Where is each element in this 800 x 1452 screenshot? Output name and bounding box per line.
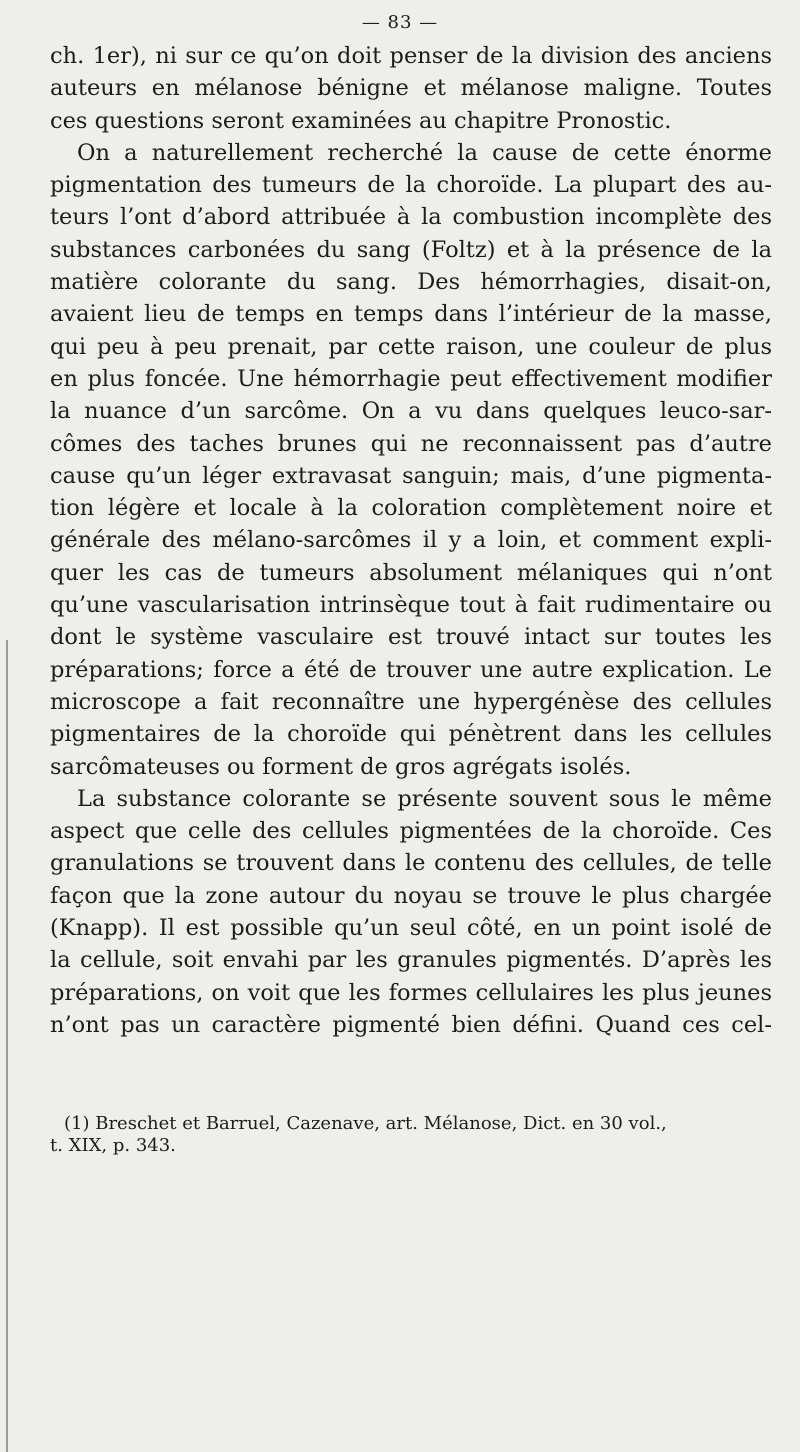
footnote-line: t. XIX, p. 343.	[50, 1135, 176, 1156]
text-line: façon que la zone autour du noyau se trouve le plus chargée	[50, 882, 772, 909]
text-line: générale des mélano-sarcômes il y a loin, et comment expli-	[50, 527, 772, 554]
text-line: microscope a fait reconnaître une hypergénèse des cellules	[50, 688, 772, 715]
text-line: substances carbonées du sang (Foltz) et à la présence de la	[50, 236, 772, 263]
text-line: quer les cas de tumeurs absolument mélaniques qui n’ont	[50, 559, 772, 586]
text-line: ch. 1er), ni sur ce qu’on doit penser de la division des anciens	[50, 43, 772, 69]
text-line: la cellule, soit envahi par les granules pigmentés. D’après les	[50, 947, 772, 974]
footnote-line: (1) Breschet et Barruel, Cazenave, art. Mélanose, Dict. en 30 vol.,	[64, 1113, 667, 1134]
text-line: n’ont pas un caractère pigmenté bien défini. Quand ces cel-	[50, 1011, 772, 1038]
text-line: cause qu’un léger extravasat sanguin; mais, d’une pigmenta-	[50, 462, 772, 489]
margin-scan-line	[6, 640, 8, 1452]
text-line: sarcômateuses ou forment de gros agrégats isolés.	[50, 753, 632, 780]
text-line: avaient lieu de temps en temps dans l’intérieur de la masse,	[50, 301, 772, 328]
text-line: auteurs en mélanose bénigne et mélanose maligne. Toutes	[50, 75, 772, 102]
text-line: aspect que celle des cellules pigmentées de la choroïde. Ces	[50, 818, 772, 845]
text-line: en plus foncée. Une hémorrhagie peut effectivement modifier	[50, 365, 772, 392]
text-line: matière colorante du sang. Des hémorrhagies, disait-on,	[50, 269, 772, 296]
text-line: On a naturellement recherché la cause de cette énorme	[77, 139, 772, 166]
text-line: préparations; force a été de trouver une autre explication. Le	[50, 656, 772, 683]
text-line: la nuance d’un sarcôme. On a vu dans quelques leuco-sar-	[50, 398, 772, 425]
text-line: (Knapp). Il est possible qu’un seul côté, en un point isolé de	[50, 915, 772, 942]
text-line: teurs l’ont d’abord attribuée à la combustion incomplète des	[50, 204, 772, 231]
text-line: qu’une vascularisation intrinsèque tout à fait rudimentaire ou	[50, 592, 772, 619]
text-line: cômes des taches brunes qui ne reconnaissent pas d’autre	[50, 430, 772, 457]
text-line: La substance colorante se présente souvent sous le même	[77, 785, 772, 812]
text-line: tion légère et locale à la coloration complètement noire et	[50, 495, 772, 522]
footnote	[50, 1113, 772, 1157]
text-line: qui peu à peu prenait, par cette raison, une couleur de plus	[50, 333, 772, 360]
text-line: préparations, on voit que les formes cellulaires les plus jeunes	[50, 979, 772, 1006]
text-line: pigmentation des tumeurs de la choroïde. La plupart des au-	[50, 172, 772, 199]
text-line: dont le système vasculaire est trouvé intact sur toutes les	[50, 624, 772, 651]
text-line: ces questions seront examinées au chapitre Pronostic.	[50, 107, 672, 134]
body-text	[50, 40, 772, 1041]
page-number: — 83 —	[361, 12, 439, 33]
text-line: pigmentaires de la choroïde qui pénètrent dans les cellules	[50, 721, 772, 748]
text-line: granulations se trouvent dans le contenu des cellules, de telle	[50, 850, 772, 877]
